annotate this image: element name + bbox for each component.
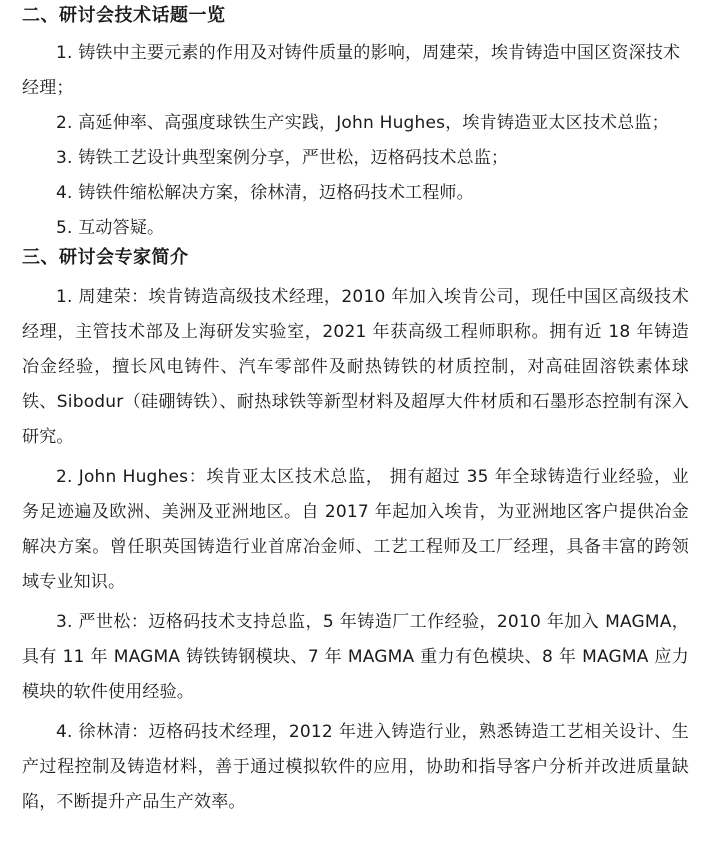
topic-item: 2. 高延伸率、高强度球铁生产实践，John Hughes，埃肯铸造亚太区技术总监； bbox=[56, 113, 669, 133]
topic-item: 1. 铸铁中主要元素的作用及对铸件质量的影响，周建荣，埃肯铸造中国区资深技术经理； bbox=[22, 43, 681, 98]
expert-bio: 2. John Hughes：埃肯亚太区技术总监， 拥有超过 35 年全球铸造行业经验，业务足迹遍及欧洲、美洲及亚洲地区。自 2017 年起加入埃肯，为亚洲地区客户提供冶金解决方案。曾任职英国铸造行业首席冶金师、工艺工程师及工厂经理，具备丰富的跨领域专业知识。 bbox=[22, 467, 689, 592]
topic-item: 3. 铸铁工艺设计典型案例分享，严世松，迈格码技术总监； bbox=[56, 148, 509, 168]
expert-bio-list bbox=[22, 280, 689, 820]
topic-item: 5. 互动答疑。 bbox=[56, 218, 165, 238]
expert-bio: 1. 周建荣：埃肯铸造高级技术经理，2010 年加入埃肯公司，现任中国区高级技术经理，主管技术部及上海研发实验室，2021 年获高级工程师职称。拥有近 18 年铸造冶金经验，擅长风电铸件、汽车零部件及耐热铸铁的材质控制，对高硅固溶铁素体球铁、Sibodur（硅硼铸铁）、耐热球铁等新型材料及超厚大件材质和石墨形态控制有深入研究。 bbox=[22, 287, 689, 447]
expert-bio: 4. 徐林清：迈格码技术经理，2012 年进入铸造行业，熟悉铸造工艺相关设计、生产过程控制及铸造材料，善于通过模拟软件的应用，协助和指导客户分析并改进质量缺陷，不断提升产品生产效率。 bbox=[22, 722, 689, 812]
expert-bio: 3. 严世松：迈格码技术支持总监，5 年铸造厂工作经验，2010 年加入 MAGMA，具有 11 年 MAGMA 铸铁铸钢模块、7 年 MAGMA 重力有色模块、8 年 MAGMA 应力模块的软件使用经验。 bbox=[22, 612, 689, 702]
section-heading-topics: 二、研讨会技术话题一览 bbox=[22, 5, 226, 26]
topic-list bbox=[22, 36, 689, 246]
topic-item: 4. 铸铁件缩松解决方案，徐林清，迈格码技术工程师。 bbox=[56, 183, 474, 203]
section-heading-experts: 三、研讨会专家简介 bbox=[22, 247, 189, 268]
